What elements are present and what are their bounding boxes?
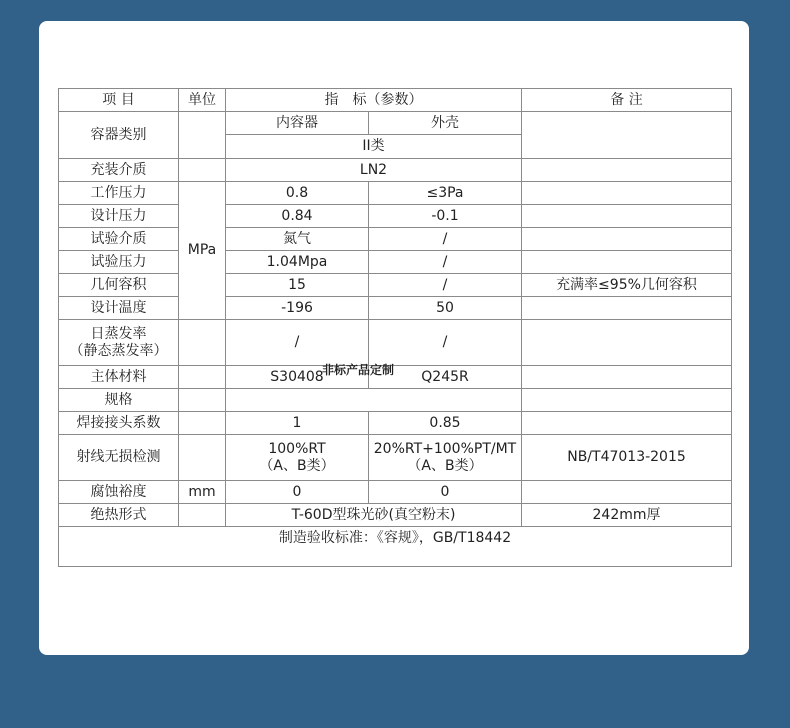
row-label: 试验压力 xyxy=(59,251,179,274)
row-label: 设计压力 xyxy=(59,205,179,228)
remark-cell xyxy=(522,159,732,182)
table-row xyxy=(59,389,732,412)
subheader-inner: 内容器 xyxy=(226,112,369,135)
remark-cell: 充满率≤95%几何容积 xyxy=(522,274,732,297)
table-row xyxy=(59,274,732,297)
remark-cell xyxy=(522,320,732,366)
table-row xyxy=(59,205,732,228)
row-label: 主体材料 xyxy=(59,366,179,389)
remark-cell: 242mm厚 xyxy=(522,504,732,527)
outer-value: / xyxy=(369,274,522,297)
subheader-outer: 外壳 xyxy=(369,112,522,135)
unit-cell xyxy=(179,366,226,389)
remark-cell xyxy=(522,182,732,205)
outer-value: ≤3Pa xyxy=(369,182,522,205)
unit-mpa: MPa xyxy=(179,182,226,320)
spec-value xyxy=(226,389,522,412)
outer-value: 50 xyxy=(369,297,522,320)
outer-value xyxy=(369,435,522,481)
row-label: 试验介质 xyxy=(59,228,179,251)
outer-line2: （A、B类） xyxy=(407,457,483,474)
inner-value: 1.04Mpa xyxy=(226,251,369,274)
outer-value: 0 xyxy=(369,481,522,504)
row-label: 规格 xyxy=(59,389,179,412)
header-unit: 单位 xyxy=(179,89,226,112)
remark-cell xyxy=(522,481,732,504)
outer-value: 0.85 xyxy=(369,412,522,435)
outer-value: / xyxy=(369,228,522,251)
unit-cell xyxy=(179,159,226,182)
row-label: 容器类别 xyxy=(59,112,179,159)
table-row xyxy=(59,159,732,182)
remark-cell xyxy=(522,412,732,435)
outer-line1: 20%RT+100%PT/MT xyxy=(373,440,517,457)
category-value: II类 xyxy=(226,135,522,159)
inner-value: 15 xyxy=(226,274,369,297)
table-row xyxy=(59,228,732,251)
inner-value: 0 xyxy=(226,481,369,504)
custom-product-overlay: 非标产品定制 xyxy=(322,363,395,377)
spec-table xyxy=(58,88,732,567)
row-label: 几何容积 xyxy=(59,274,179,297)
inner-value: 氮气 xyxy=(226,228,369,251)
row-label: 绝热形式 xyxy=(59,504,179,527)
row-label-line2: （静态蒸发率） xyxy=(69,342,168,359)
table-row xyxy=(59,366,732,389)
row-label: 工作压力 xyxy=(59,182,179,205)
inner-value: 1 xyxy=(226,412,369,435)
outer-value: -0.1 xyxy=(369,205,522,228)
table-row xyxy=(59,320,732,366)
table-row xyxy=(59,251,732,274)
header-item: 项 目 xyxy=(59,89,179,112)
table-row xyxy=(59,481,732,504)
remark-cell xyxy=(522,205,732,228)
header-remark: 备 注 xyxy=(522,89,732,112)
footer-row xyxy=(59,527,732,567)
table-row xyxy=(59,182,732,205)
medium-value: LN2 xyxy=(226,159,522,182)
unit-cell xyxy=(179,320,226,366)
remark-cell xyxy=(522,228,732,251)
row-label xyxy=(59,320,179,366)
unit-cell xyxy=(179,412,226,435)
unit-cell xyxy=(179,504,226,527)
outer-value: / xyxy=(369,320,522,366)
unit-cell xyxy=(179,389,226,412)
row-label-line1: 日蒸发率 xyxy=(90,325,147,342)
header-spec: 指 标（参数） xyxy=(226,89,522,112)
unit-mm: mm xyxy=(179,481,226,504)
table-header-row xyxy=(59,89,732,112)
table-row xyxy=(59,412,732,435)
table-row xyxy=(59,435,732,481)
table-row xyxy=(59,504,732,527)
row-label: 设计温度 xyxy=(59,297,179,320)
unit-cell xyxy=(179,112,226,159)
inner-value: -196 xyxy=(226,297,369,320)
inner-value: 0.84 xyxy=(226,205,369,228)
row-label: 射线无损检测 xyxy=(59,435,179,481)
table-row xyxy=(59,112,732,135)
insulation-value: T-60D型珠光砂(真空粉末) xyxy=(226,504,522,527)
remark-cell xyxy=(522,112,732,159)
inner-value: / xyxy=(226,320,369,366)
footer-standard: 制造验收标准：《容规》，GB/T18442 xyxy=(59,527,732,567)
inner-line1: 100%RT xyxy=(268,440,326,457)
inner-value: 0.8 xyxy=(226,182,369,205)
inner-value: S30408 xyxy=(226,366,369,389)
inner-value xyxy=(226,435,369,481)
row-label: 充装介质 xyxy=(59,159,179,182)
remark-cell xyxy=(522,389,732,412)
remark-cell xyxy=(522,297,732,320)
outer-value: Q245R xyxy=(369,366,522,389)
remark-cell xyxy=(522,366,732,389)
table-row xyxy=(59,297,732,320)
remark-cell xyxy=(522,251,732,274)
unit-cell xyxy=(179,435,226,481)
inner-line2: （A、B类） xyxy=(259,457,335,474)
row-label: 腐蚀裕度 xyxy=(59,481,179,504)
row-label: 焊接接头系数 xyxy=(59,412,179,435)
outer-value: / xyxy=(369,251,522,274)
remark-cell: NB/T47013-2015 xyxy=(522,435,732,481)
